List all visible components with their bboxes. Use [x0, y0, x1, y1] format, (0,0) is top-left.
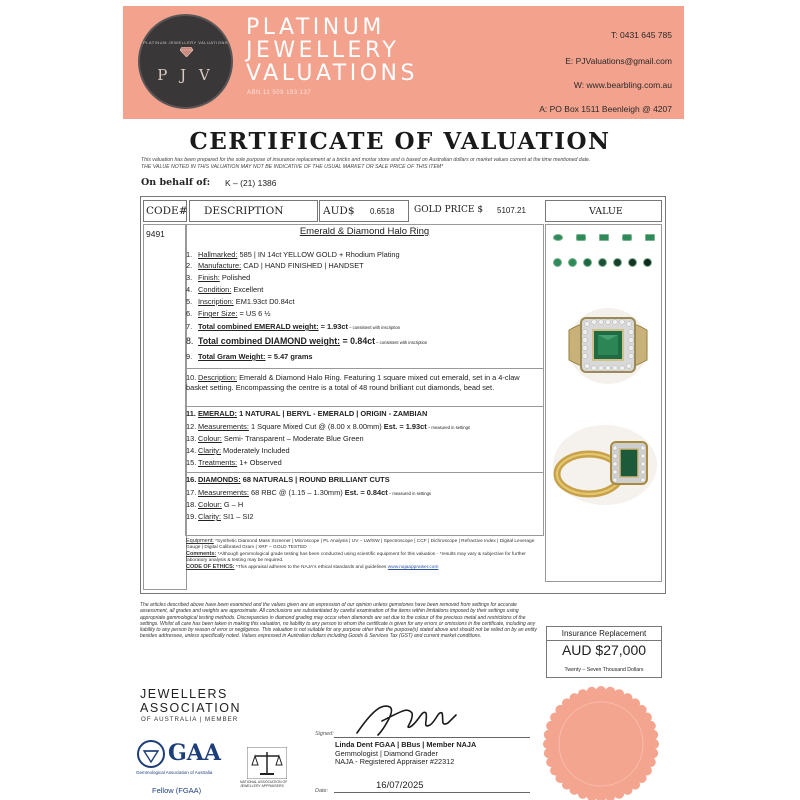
pjv-logo	[138, 14, 233, 109]
row-text: Semi- Transparent – Moderate Blue Green	[221, 434, 364, 443]
row-note: – measured in settings	[426, 425, 471, 430]
value-header: VALUE	[589, 206, 623, 217]
diamonds-clarity	[186, 512, 543, 522]
row-divider	[186, 368, 543, 369]
row-label: Inscription:	[198, 297, 234, 306]
row-text: EM1.93ct D0.84ct	[233, 297, 295, 306]
seal-scallop	[614, 789, 624, 799]
seal-scallop	[543, 739, 553, 749]
row-label: EMERALD:	[198, 409, 238, 418]
row-value: = 1.93ct	[318, 322, 348, 331]
row-text: 68 RBC @ (1.15 – 1.30mm)	[248, 488, 345, 497]
naja-caption: NATIONAL ASSOCIATION OF JEWELLERY APPRAISERS	[240, 780, 288, 789]
row-text: G – H	[221, 500, 244, 509]
row-number: 13.	[186, 434, 197, 443]
row-value: = 0.84ct	[340, 336, 376, 346]
seal-scallop	[578, 689, 588, 699]
contact-website[interactable]: W: www.bearbling.com.au	[573, 80, 672, 90]
aud-value: 0.6518	[370, 207, 395, 216]
list-item	[186, 261, 543, 271]
code-header-cell	[143, 200, 187, 222]
signature-line	[334, 737, 530, 738]
description-row	[186, 373, 542, 392]
insurance-amount: AUD $27,000	[561, 642, 647, 658]
seal-scallop	[605, 687, 615, 697]
row-label: Total Gram Weight:	[198, 352, 266, 361]
intro-text	[141, 157, 681, 170]
item-code: 9491	[146, 229, 165, 239]
comments-text: *Although gemmological grade testing has been conducted using scientific equipment for this valuation - *results may vary & subjective for further laboratory analysis & testing may be required.	[186, 552, 526, 563]
row-number: 16.	[186, 475, 197, 484]
ja-member-text: OF AUSTRALIA | MEMBER	[141, 716, 239, 723]
comments-label: Comments:	[186, 551, 217, 557]
gem-radiant	[622, 234, 632, 241]
row-number: 4.	[186, 285, 193, 294]
certificate-date: 16/07/2025	[376, 780, 424, 791]
aud-label: AUD$	[323, 205, 355, 217]
disclaimer-text: The articles described above have been examined and the values given are an expression of our opinion unless gemstones have been removed from settings for accurate assessment, all grades and weights are approximate. All conclusions are substantiated by careful examination of the items within limitations imposed by their settings using appropriate gemmological testing methods. Discrepancies in diamond grading may occur when diamonds are set due to the colour of the precious metal and restrictions of the settings. Whilst all care has been taken in making this valuation, no liability to any person to whom the certificate is given for any errors or omissions in the certificate, including any liability to any person by reason of error or negligence. This valuation is not suitable for any purpose other than the purpose(s) stated above and should not be relied on by an entity besides addressee, unless specifically noted. Values expressed in Australian dollars including Goods & Services Tax (GST) and current market conditions.	[140, 602, 537, 640]
brand-line-3: VALUATIONS	[246, 61, 418, 86]
gaa-fellow: Fellow (FGAA)	[152, 786, 202, 795]
seal-scallop	[544, 730, 554, 740]
intro-line-1: This valuation has been prepared for the sole purpose of insurance replacement at a bricks and mortar store and is based on Australian dollars or market values current at the time mentioned date.	[141, 157, 591, 163]
row-label: Total combined EMERALD weight:	[198, 322, 319, 331]
ja-line-1: JEWELLERS	[140, 687, 228, 701]
insurance-label: Insurance Replacement	[561, 629, 647, 638]
row-text: CAD | HAND FINISHED | HANDSET	[241, 261, 364, 270]
gram-weight-row	[186, 352, 543, 362]
header-band	[123, 6, 684, 119]
row-text: 68 NATURALS | ROUND BRILLIANT CUTS	[240, 475, 390, 484]
seal-scallop	[596, 686, 606, 696]
contact-phone: T: 0431 645 785	[611, 30, 672, 40]
row-number: 12.	[186, 422, 197, 431]
row-label: Finger Size:	[198, 309, 238, 318]
gem-round	[628, 258, 637, 267]
ethics-text: *This appraisal adheres to the NAJA's ethical standards and guidelines	[234, 565, 388, 570]
row-label: Manufacture:	[198, 261, 242, 270]
certificate-title: CERTIFICATE OF VALUATION	[189, 128, 611, 155]
date-line	[334, 792, 530, 793]
seal-scallop	[648, 748, 658, 758]
emerald-clarity	[186, 446, 543, 456]
gold-label: GOLD PRICE $	[414, 205, 484, 215]
jewellers-association-logo	[140, 687, 241, 715]
diamonds-colour	[186, 500, 543, 510]
gaa-full-name: Gemmological Association of Australia	[136, 770, 213, 775]
gem-round	[613, 258, 622, 267]
on-behalf-value: K – (21) 1386	[225, 178, 277, 188]
row-divider	[186, 406, 543, 407]
seal-scallop	[649, 739, 659, 749]
diamond-weight-row	[186, 337, 543, 348]
row-text: SI1 – SI2	[221, 512, 254, 521]
brand-line-1: PLATINUM	[246, 15, 385, 40]
gem-oval	[553, 234, 563, 241]
row-label: Colour:	[198, 500, 222, 509]
equipment-notes	[186, 538, 544, 571]
row-number: 19.	[186, 512, 197, 521]
row-note: – consistent with inscription	[347, 325, 401, 330]
row-number: 8.	[186, 336, 194, 346]
description-header-cell	[189, 200, 318, 222]
row-text: Excellent	[231, 285, 264, 294]
brand-line-2: JEWELLERY	[246, 38, 400, 63]
row-label: Colour:	[198, 434, 222, 443]
contact-address: A: PO Box 1511 Beenleigh @ 4207	[539, 104, 672, 114]
row-note: – measured in settings	[387, 491, 431, 496]
ja-line-2: ASSOCIATION	[140, 701, 242, 715]
list-item	[186, 285, 543, 295]
row-text: 1 Square Mixed Cut @ (8.00 x 8.00mm)	[248, 422, 384, 431]
list-item	[186, 250, 543, 260]
gaa-logo-text: GAA	[168, 740, 221, 766]
gem-round	[598, 258, 607, 267]
row-number: 9.	[186, 352, 193, 361]
row-text: Polished	[219, 273, 251, 282]
row-number: 7.	[186, 322, 193, 331]
gaa-emblem-icon	[136, 739, 166, 769]
signature-image	[352, 701, 462, 739]
row-label: Description:	[198, 373, 238, 382]
date-label: Date:	[315, 788, 329, 794]
row-number: 18.	[186, 500, 197, 509]
insurance-divider	[547, 640, 661, 641]
insurance-amount-words: Twenty – Seven Thousand Dollars	[564, 667, 644, 673]
signed-label: Signed:	[315, 731, 334, 737]
description-header: DESCRIPTION	[204, 205, 284, 217]
row-text: Moderately Included	[221, 446, 290, 455]
row-text: 585 | IN 14ct YELLOW GOLD + Rhodium Plating	[237, 250, 400, 259]
row-text: Emerald & Diamond Halo Ring. Featuring 1 square mixed cut emerald, set in a 4-claw basket setting. Encompassing the centre is a total of 48 round brilliant cut diamonds, bead set.	[186, 373, 520, 392]
gem-emerald	[599, 234, 609, 241]
emerald-heading	[186, 409, 543, 419]
insurance-replacement-box	[546, 626, 662, 678]
intro-line-2: THE VALUE NOTED IN THIS VALUATION MAY NOT BE INDICATIVE OF THE USUAL MARKET OR SALE PRICE OF THIS ITEM*	[141, 163, 444, 170]
code-header: CODE#	[146, 205, 188, 217]
diamonds-measurements	[186, 488, 543, 499]
embossed-seal	[541, 684, 661, 800]
row-label: Clarity:	[198, 446, 221, 455]
value-column	[545, 224, 662, 582]
row-label: Condition:	[198, 285, 232, 294]
row-divider	[186, 472, 543, 473]
list-item	[186, 309, 543, 319]
gem-round	[553, 258, 562, 267]
code-column	[143, 224, 187, 590]
signer-registration: NAJA - Registered Appraiser #22312	[335, 757, 455, 766]
signer-role: Gemmologist | Diamond Grader	[335, 748, 438, 758]
row-number: 10.	[186, 373, 197, 382]
row-label: DIAMONDS:	[198, 475, 241, 484]
row-label: Clarity:	[198, 512, 221, 521]
gold-value: 5107.21	[497, 206, 526, 215]
row-number: 11.	[186, 409, 196, 418]
emerald-weight-row	[186, 322, 543, 333]
row-text: 1+ Observed	[237, 458, 282, 467]
naja-scales-icon	[247, 747, 287, 779]
row-label: Treatments:	[198, 458, 238, 467]
row-label: Hallmarked:	[198, 250, 238, 259]
aud-header-cell	[319, 200, 409, 222]
row-label: Total combined DIAMOND weight:	[198, 336, 341, 346]
row-number: 5.	[186, 297, 193, 306]
diamond-icon	[180, 47, 193, 57]
row-estimate: Est. = 1.93ct	[383, 422, 427, 431]
ethics-label: CODE OF ETHICS:	[186, 564, 235, 570]
on-behalf-label: On behalf of:	[141, 177, 211, 188]
gem-baguette	[645, 234, 655, 241]
row-value: = 5.47 grams	[265, 352, 313, 361]
gem-round	[568, 258, 577, 267]
row-number: 3.	[186, 273, 193, 282]
naja-link[interactable]: www.najaappraiser.com	[387, 565, 439, 570]
row-label: Finish:	[198, 273, 220, 282]
row-estimate: Est. = 0.84ct	[344, 488, 388, 497]
list-item	[186, 297, 543, 307]
row-number: 1.	[186, 250, 193, 259]
row-number: 6.	[186, 309, 193, 318]
row-note: – consistent with inscription	[375, 340, 428, 345]
abn-number: ABN 11 509 193 137	[247, 90, 312, 96]
row-label: Measurements:	[198, 488, 249, 497]
signer-details	[335, 741, 476, 767]
signer-name: Linda Dent FGAA | BBus | Member NAJA	[335, 740, 477, 749]
ring-side-view-image	[549, 420, 661, 510]
row-text: = US 6 ½	[237, 309, 271, 318]
value-header-cell	[545, 200, 662, 222]
row-number: 15.	[186, 458, 197, 467]
equipment-label: Equipment:	[186, 538, 214, 544]
row-number: 2.	[186, 261, 193, 270]
brand-name	[246, 16, 456, 85]
gold-header-cell	[410, 200, 544, 222]
diamonds-heading	[186, 475, 543, 485]
emerald-treatments	[186, 458, 543, 468]
logo-ring-text: PLATINUM JEWELLERY VALUATIONS	[142, 40, 229, 45]
seal-scallop	[648, 730, 658, 740]
list-item	[186, 273, 543, 283]
row-number: 14.	[186, 446, 197, 455]
row-text: 1 NATURAL | BERYL - EMERALD | ORIGIN - ZAMBIAN	[237, 409, 428, 418]
contact-email[interactable]: E: PJValuations@gmail.com	[565, 56, 672, 66]
seal-scallop	[544, 748, 554, 758]
ring-top-view-image	[559, 300, 657, 390]
emerald-measurements	[186, 422, 543, 433]
row-label: Measurements:	[198, 422, 249, 431]
gem-round	[583, 258, 592, 267]
item-title: Emerald & Diamond Halo Ring	[299, 226, 430, 237]
gem-round	[643, 258, 652, 267]
seal-scallop	[646, 721, 656, 731]
gem-cushion	[576, 234, 586, 241]
emerald-colour	[186, 434, 543, 444]
seal-scallop	[546, 757, 556, 767]
equipment-text: *Synthetic Diamond Mass Screener | Microscope | PL Analysis | UV – LW/SW | Spectroscope | CCF | Dichroscope | Refractive Index | Digital Leverage Gauge | Digital Calibrated Gram | XRF – GOLD TESTED	[186, 539, 535, 550]
seal-scallop	[587, 687, 597, 697]
row-number: 17.	[186, 488, 197, 497]
logo-monogram: P J V	[157, 66, 214, 84]
